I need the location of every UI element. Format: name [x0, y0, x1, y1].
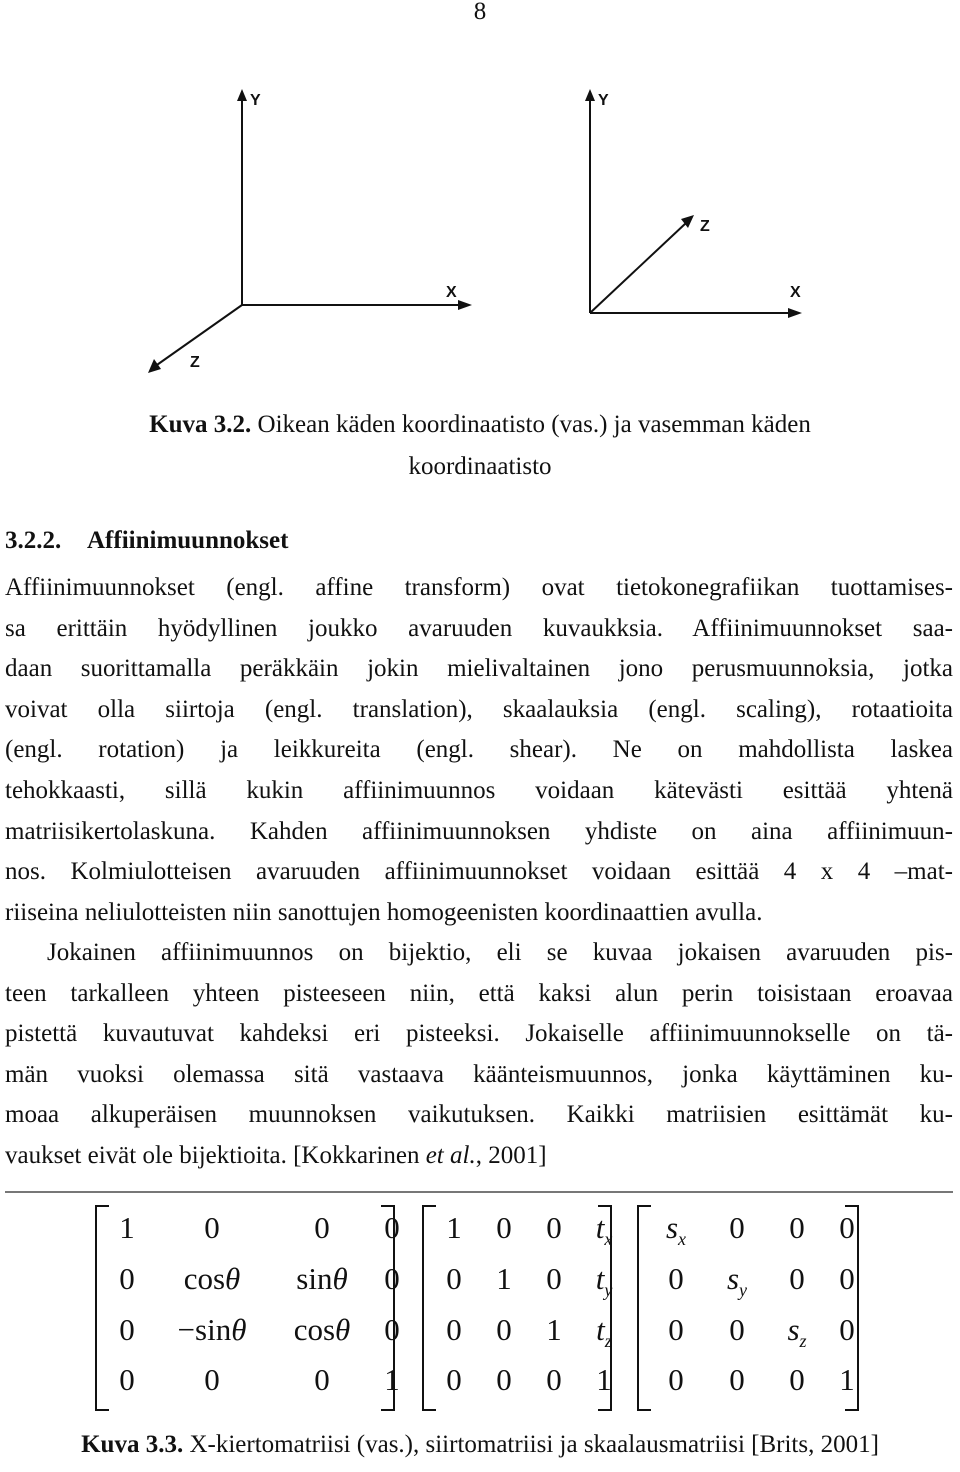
matrix-cell: 1 — [384, 1362, 400, 1397]
matrix-cell: cosθ — [183, 1261, 241, 1296]
matrix-cell: 0 — [446, 1312, 462, 1347]
matrix-cell: 0 — [668, 1261, 684, 1296]
matrix-cell: 1 — [839, 1362, 855, 1397]
matrix-cell: 0 — [668, 1362, 684, 1397]
x-axis-label: X — [446, 284, 457, 301]
matrix-cell: 0 — [446, 1261, 462, 1296]
matrix-cell: 0 — [729, 1312, 745, 1347]
text-line: pistettä kuvautuvat kahdeksi eri pisteeksi. Jokaiselle affiinimuunnokselle on tä- — [5, 1020, 953, 1048]
matrix-cell: 0 — [729, 1210, 745, 1245]
x-axis-label: X — [790, 284, 801, 301]
caption-label: Kuva 3.2. — [149, 411, 252, 438]
y-axis-label: Y — [250, 92, 261, 109]
z-axis-label: Z — [190, 354, 200, 371]
matrix-cell: 0 — [314, 1362, 330, 1397]
matrix-cell: 1 — [119, 1210, 135, 1245]
left-handed-axes-diagram — [570, 85, 830, 325]
matrix-cell: 0 — [384, 1210, 400, 1245]
scaling-matrix — [637, 1205, 859, 1407]
matrix-cell: sinθ — [296, 1261, 348, 1296]
matrix-cell: 1 — [546, 1312, 562, 1347]
page-number: 8 — [473, 0, 487, 25]
text-line: riiseina neliulotteisten niin sanottujen homogeenisten koordinaattien avulla. — [5, 898, 763, 926]
matrix-cell: 0 — [729, 1362, 745, 1397]
matrix-cell: 0 — [204, 1210, 220, 1245]
matrix-cell: 0 — [496, 1362, 512, 1397]
matrix-cell: 0 — [839, 1210, 855, 1245]
matrix-cell: 0 — [119, 1362, 135, 1397]
caption-text: X-kiertomatriisi (vas.), siirtomatriisi ja skaalausmatriisi [Brits, 2001] — [189, 1431, 879, 1458]
y-axis-arrowhead — [585, 89, 595, 101]
text-line: matriisikertolaskuna. Kahden affiinimuunnoksen yhdiste on aina affiinimuun- — [5, 817, 953, 845]
text-line: nos. Kolmiulotteisen avaruuden affiinimuunnokset voidaan esittää 4 x 4 –mat- — [5, 858, 953, 886]
text-segment: vaukset eivät ole bijektioita. [Kokkarinen — [5, 1141, 426, 1169]
matrix-cell: 0 — [496, 1210, 512, 1245]
section-title: Affiinimuunnokset — [87, 527, 289, 554]
matrix-cell: $s_z$ — [787, 1312, 807, 1352]
citation-et-al: et al. — [425, 1141, 476, 1169]
matrix-cell: 0 — [789, 1362, 805, 1397]
matrix-cell: 0 — [384, 1261, 400, 1296]
matrix-cell: $t_z$ — [596, 1312, 612, 1352]
figure-3-3-caption — [0, 1431, 960, 1459]
text-segment: , 2001] — [475, 1141, 547, 1169]
right-handed-axes-diagram — [140, 85, 480, 385]
matrix-cell: 0 — [546, 1261, 562, 1296]
matrix-cell: 0 — [204, 1362, 220, 1397]
text-line: Affiinimuunnokset (engl. affine transform) ovat tietokonegrafiikan tuottamises- — [5, 574, 953, 601]
translation-matrix — [422, 1205, 612, 1407]
matrix-cell: 0 — [119, 1261, 135, 1296]
y-axis-label: Y — [598, 92, 609, 109]
section-divider — [5, 1191, 953, 1193]
matrix-cell: 0 — [789, 1261, 805, 1296]
x-axis-arrowhead — [788, 308, 802, 318]
matrix-cell: 0 — [119, 1312, 135, 1347]
text-line: daan suorittamalla peräkkäin jokin mielivaltainen jono perusmuunnoksia, jotka — [5, 655, 953, 683]
text-line-with-citation — [5, 1136, 953, 1177]
matrix-cell: 1 — [596, 1362, 612, 1397]
z-axis-line — [590, 223, 686, 313]
matrix-cell: 0 — [384, 1312, 400, 1347]
x-axis-arrowhead — [458, 300, 472, 310]
text-line: voivat olla siirtoja (engl. translation), skaalauksia (engl. scaling), rotaatioita — [5, 695, 953, 723]
z-axis-label: Z — [700, 218, 710, 235]
text-line: moaa alkuperäisen muunnoksen vaikutuksen. Kaikki matriisien esittämät ku- — [5, 1101, 953, 1129]
caption-text: Oikean käden koordinaatisto (vas.) ja vasemman käden — [257, 411, 811, 438]
matrix-cell: 0 — [314, 1210, 330, 1245]
matrix-cell: 0 — [839, 1261, 855, 1296]
caption-label: Kuva 3.3. — [81, 1431, 184, 1458]
matrix-cell: $s_y$ — [726, 1261, 748, 1301]
text-line: män vuoksi olemassa sitä vastaava käänteismuunnos, jonka käyttäminen ku- — [5, 1060, 953, 1088]
matrix-cell: $t_x$ — [595, 1210, 613, 1250]
paragraph-2 — [5, 933, 953, 1177]
matrix-cell: 1 — [496, 1261, 512, 1296]
section-heading — [5, 527, 288, 555]
matrix-cell: cosθ — [293, 1312, 351, 1347]
matrix-cell: 0 — [496, 1312, 512, 1347]
paragraph-1 — [5, 568, 953, 933]
matrix-cell: $s_x$ — [665, 1210, 687, 1250]
matrix-cell: 1 — [446, 1210, 462, 1245]
text-line: sa erittäin hyödyllinen joukko avaruuden kuvaukksia. Affiinimuunnokset saa- — [5, 614, 953, 642]
caption-text-continued: koordinaatisto — [408, 453, 552, 480]
matrix-cell: 0 — [446, 1362, 462, 1397]
figure-3-2-caption — [0, 404, 960, 488]
text-line: teen tarkalleen yhteen pisteeseen niin, että kaksi alun perin toisistaan eroavaa — [5, 979, 953, 1007]
text-line: Jokainen affiinimuunnos on bijektio, eli se kuvaa jokaisen avaruuden pis- — [47, 939, 953, 966]
matrix-cell: 0 — [839, 1312, 855, 1347]
text-line: (engl. rotation) ja leikkureita (engl. shear). Ne on mahdollista laskea — [5, 736, 953, 764]
matrix-cell: 0 — [668, 1312, 684, 1347]
y-axis-arrowhead — [237, 89, 247, 101]
text-line: tehokkaasti, sillä kukin affiinimuunnos voidaan kätevästi esittää yhtenä — [5, 776, 953, 804]
rotation-x-matrix — [95, 1205, 400, 1407]
matrix-cell: 0 — [546, 1362, 562, 1397]
section-number: 3.2.2. — [5, 527, 62, 554]
matrix-cell: 0 — [789, 1210, 805, 1245]
z-axis-arrowhead — [148, 359, 161, 373]
matrix-cell: $t_y$ — [595, 1261, 613, 1301]
matrix-cell: −sinθ — [177, 1312, 247, 1347]
matrix-cell: 0 — [546, 1210, 562, 1245]
